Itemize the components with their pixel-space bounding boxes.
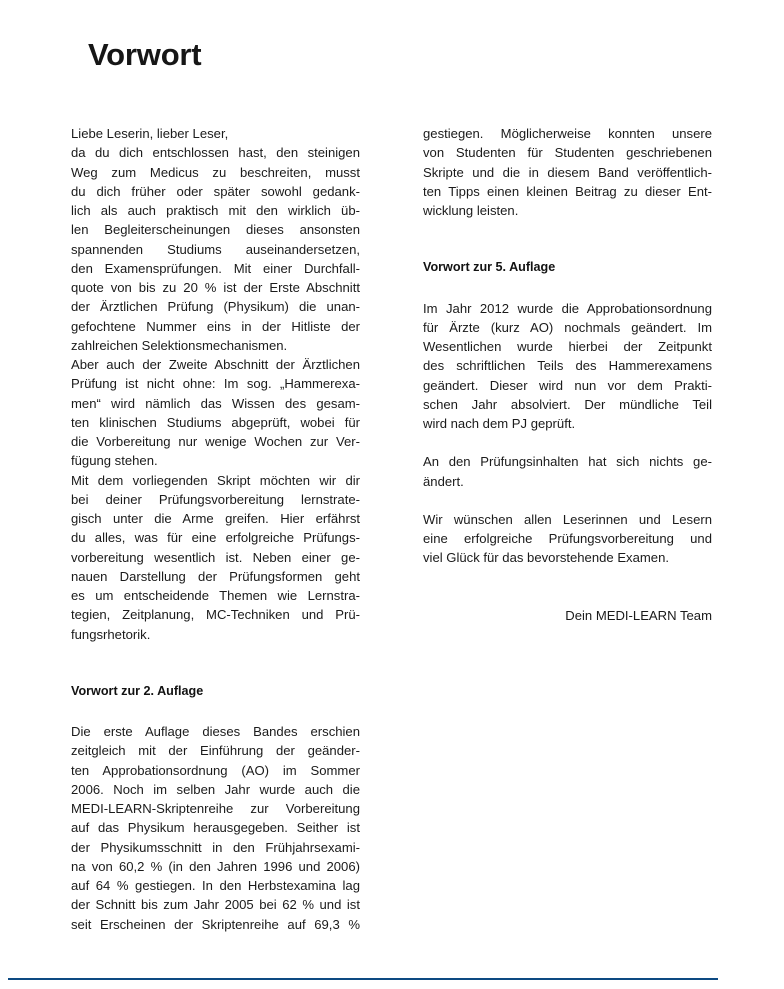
text-line: ändert. (423, 473, 464, 489)
signature-line: Dein MEDI-LEARN Team (565, 607, 712, 623)
heading-vorwort-2-auflage: Vorwort zur 2. Auflage (71, 683, 204, 698)
heading-vorwort-5-auflage: Vorwort zur 5. Auflage (423, 260, 556, 275)
page-title: Vorwort (88, 36, 202, 72)
text-line: ten Tipps einen kleinen Beitrag zu dieser Ent- (423, 183, 712, 199)
text-line: die Vorbereitung nur wenige Wochen zur Ver- (71, 434, 360, 449)
right-column (423, 124, 712, 625)
text-line: gefochtene Nummer eins in der Hitliste der (71, 318, 360, 334)
paragraph-continuation (423, 124, 712, 220)
text-line: Die erste Auflage dieses Bandes erschien (71, 724, 360, 739)
text-line: vorbereitung wesentlich ist. Neben einer ge- (71, 549, 360, 565)
text-line: der Physikumsschnitt in den Frühjahrsexami- (71, 839, 360, 855)
text-line: fügung stehen. (71, 453, 158, 469)
text-line: Weg zum Medicus zu beschreiten, musst (71, 164, 360, 180)
text-line: len Begleiterscheinungen dieses ansonsten (71, 222, 360, 238)
signature-spacer (423, 568, 712, 606)
text-line: men“ wird nämlich das Wissen des gesam- (71, 395, 360, 411)
text-line: wird nach dem PJ geprüft. (423, 416, 576, 431)
text-line: von Studenten für Studenten geschriebenen (423, 145, 712, 161)
paragraph-third-section (71, 471, 360, 644)
text-line: des schriftlichen Teils des Hammerexamens (423, 358, 712, 374)
paragraph-vorwort-2-auflage (71, 722, 360, 934)
text-line: eine erfolgreiche Prüfungsvorbereitung und (423, 531, 712, 546)
text-line: spannenden Studiums auseinandersetzen, (71, 241, 360, 257)
text-line: lich als auch praktisch mit den wirklich üb- (71, 203, 360, 218)
text-line: ten klinischen Studiums abgeprüft, wobei für (71, 414, 360, 430)
paragraph-spacer (423, 433, 712, 452)
left-column (71, 124, 360, 934)
text-line: Wesentlichen wurde hierbei der Zeitpunkt (423, 339, 712, 354)
text-line: für Ärzte (kurz AO) nochmals geändert. Im (423, 319, 712, 335)
paragraph-second-section (71, 355, 360, 471)
paragraph-vorwort-5-auflage-2 (423, 452, 712, 491)
text-line: zeitgleich mit der Einführung der geänder- (71, 743, 360, 759)
text-line: es um entscheidende Themen wie Lernstra- (71, 588, 360, 603)
text-line: Im Jahr 2012 wurde die Approbationsordnung (423, 300, 712, 316)
text-line: der Schnitt bis zum Jahr 2005 bei 62 % und ist (71, 897, 360, 913)
text-line: schen Jahr absolviert. Der mündliche Teil (423, 396, 712, 412)
text-line: der Ärztlichen Prüfung (Physikum) die unan- (71, 299, 360, 315)
text-line: bei deiner Prüfungsvorbereitung lernstrate- (71, 491, 360, 507)
text-line: Wir wünschen allen Leserinnen und Lesern (423, 511, 712, 527)
text-line: tegien, Zeitplanung, MC-Techniken und Prü- (71, 607, 360, 623)
text-line: fungsrhetorik. (71, 626, 151, 642)
paragraph-spacer (423, 491, 712, 510)
text-line: 2006. Noch im selben Jahr wurde auch die (71, 781, 360, 797)
section-spacer (71, 644, 360, 682)
text-line: du alles, was für eine erfolgreiche Prüfungs- (71, 530, 360, 546)
text-line: seit Erscheinen der Skriptenreihe auf 69,3 % (71, 916, 360, 932)
text-line: ten Approbationsordnung (AO) im Sommer (71, 762, 360, 778)
paragraph-intro (71, 124, 360, 355)
text-line: Prüfung ist nicht ohne: Im sog. „Hammerexa- (71, 376, 360, 392)
text-line: An den Prüfungsinhalten hat sich nichts ge- (423, 454, 712, 470)
text-line: nauen Darstellung der Prüfungsformen geht (71, 568, 360, 584)
text-line: Aber auch der Zweite Abschnitt der Ärztlichen (71, 357, 360, 372)
heading-spacer (71, 701, 360, 722)
text-line: gisch unter die Arme greifen. Hier erfährst (71, 511, 360, 526)
paragraph-vorwort-5-auflage-1 (423, 299, 712, 434)
text-line: Skripte und die in diesem Band veröffentlich- (423, 164, 712, 180)
footer-rule (8, 978, 718, 980)
paragraph-vorwort-5-auflage-3 (423, 510, 712, 568)
text-line: viel Glück für das bevorstehende Examen. (423, 550, 670, 566)
text-line: geändert. Dieser wird nun vor dem Prakti- (423, 377, 712, 393)
text-line: Liebe Leserin, lieber Leser, (71, 126, 229, 141)
text-line: zahlreichen Selektionsmechanismen. (71, 337, 288, 353)
text-line: Mit dem vorliegenden Skript möchten wir dir (71, 472, 360, 488)
text-line: na von 60,2 % (in den Jahren 1996 und 2006) (71, 858, 360, 874)
text-line: auf das Physikum herausgegeben. Seither ist (71, 820, 360, 836)
text-line: quote von bis zu 20 % ist der Erste Abschnitt (71, 280, 360, 295)
text-line: da du dich entschlossen hast, den steinigen (71, 145, 360, 161)
text-line: den Examensprüfungen. Mit einer Durchfall- (71, 260, 360, 276)
text-line: MEDI-LEARN-Skriptenreihe zur Vorbereitung (71, 801, 360, 816)
text-line: gestiegen. Möglicherweise konnten unsere (423, 126, 712, 141)
text-line: du dich früher oder später sowohl gedank- (71, 183, 360, 199)
text-line: wicklung leisten. (423, 203, 519, 218)
heading-spacer (423, 278, 712, 299)
text-line: auf 64 % gestiegen. In den Herbstexamina lag (71, 878, 360, 893)
section-spacer (423, 220, 712, 258)
